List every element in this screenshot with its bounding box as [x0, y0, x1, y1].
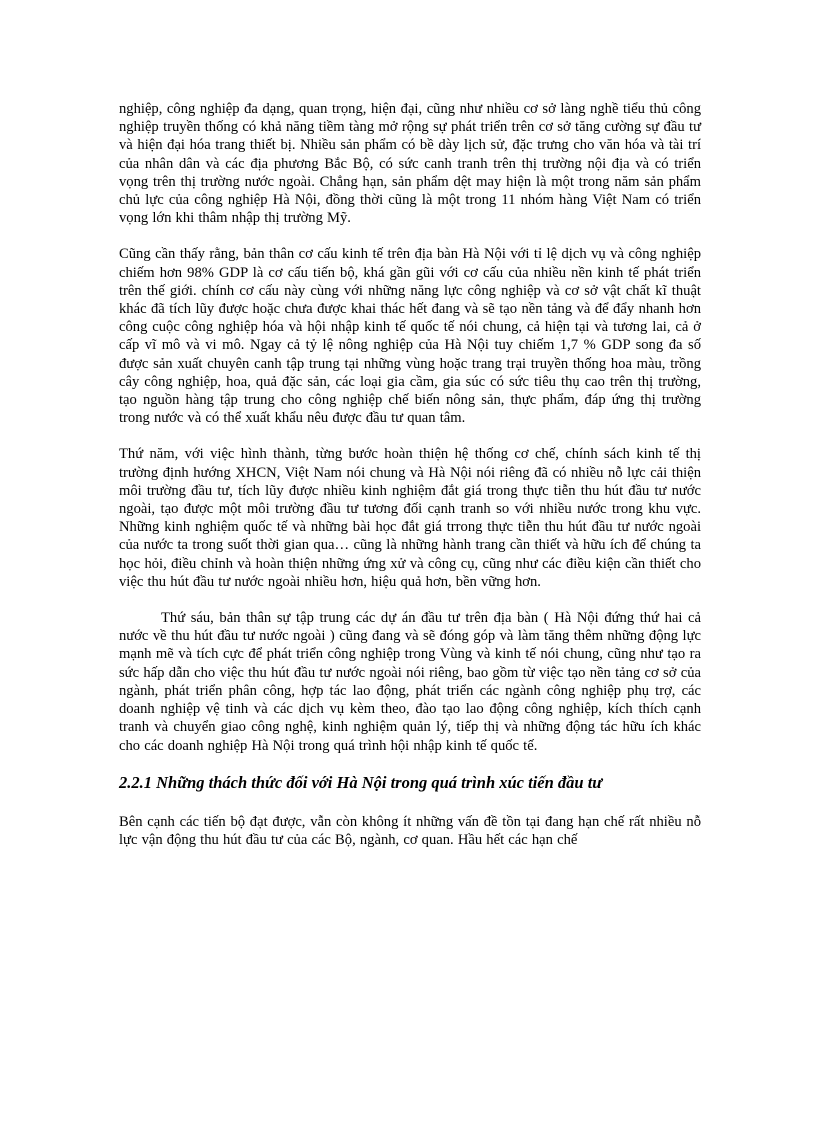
paragraph-sixth-point: Thứ sáu, bản thân sự tập trung các dự án đầu tư trên địa bàn ( Hà Nội đứng thứ hai cả nước về thu hút đầu tư nước ngoài ) cũng đang và sẽ đóng góp và làm tăng thêm những động lực mạnh mẽ và tích cực để phát triển công nghiệp trong Vùng và kinh tế nói chung, cũng như tạo ra sức hấp dẫn cho việc thu hút đầu tư nước ngoài nói riêng, bao gồm từ việc tạo nền tảng cơ sở của ngành, phát triển phân công, hợp tác lao động, phát triển các ngành công nghiệp phụ trợ, các doanh nghiệp vệ tinh và các dịch vụ kèm theo, đào tạo lao động công nghiệp, kích thích cạnh tranh và chuyển giao công nghệ, kinh nghiệm quản lý, tiếp thị và những động tác hữu ích khác cho các doanh nghiệp Hà Nội trong quá trình hội nhập kinh tế quốc tế. [119, 610, 701, 754]
paragraph-challenges: Bên cạnh các tiến bộ đạt được, vẫn còn không ít những vấn đề tồn tại đang hạn chế rất nhiều nỗ lực vận động thu hút đầu tư của các Bộ, ngành, cơ quan. Hầu hết các hạn chế [119, 813, 701, 848]
paragraph-industry-potential: nghiệp, công nghiệp đa dạng, quan trọng, hiện đại, cũng như nhiều cơ sở làng nghề tiểu thủ công nghiệp truyền thống có khả năng tiềm tàng mở rộng sự phát triển trên cơ sở tăng cường sự đầu tư và hiện đại hóa trang thiết bị. Nhiều sản phẩm có bề dày lịch sử, đặc trưng cho văn hóa và tài trí của nhân dân và các địa phương Bắc Bộ, có sức canh tranh trên thị trường nội địa và có triển vọng trên thị trường nước ngoài. Chẳng hạn, sản phẩm dệt may hiện là một trong năm sản phẩm chủ lực của công nghiệp Hà Nội, đồng thời cũng là một trong 11 nhóm hàng Việt Nam có triển vọng lớn khi thâm nhập thị trường Mỹ. [119, 101, 701, 227]
paragraph-fifth-point: Thứ năm, với việc hình thành, từng bước hoàn thiện hệ thống cơ chế, chính sách kinh tế thị trường định hướng XHCN, Việt Nam nói chung và Hà Nội nói riêng đã có nhiều nỗ lực cải thiện môi trường đầu tư, tích lũy được nhiều kinh nghiệm đắt giá trong thực tiễn thu hút đầu tư nước ngoài, tạo được một môi trường đầu tư tương đối cạnh tranh so với nhiều nước trong khu vực. Những kinh nghiệm quốc tế và những bài học đắt giá trrong thực tiễn thu hút đầu tư nước ngoài của nước ta trong suốt thời gian qua… cũng là những hành trang cần thiết và hữu ích để chúng ta học hỏi, điều chỉnh và hoàn thiện những ứng xử và công cụ, cũng như các điều kiện cần thiết cho việc thu hút đầu tư nước ngoài nhiều hơn, hiệu quả hơn, bền vững hơn. [119, 446, 701, 590]
paragraph-economic-structure: Cũng cần thấy rằng, bản thân cơ cấu kinh tế trên địa bàn Hà Nội với tỉ lệ dịch vụ và công nghiệp chiếm hơn 98% GDP là cơ cấu tiến bộ, khá gần gũi với cơ cấu của nhiều nền kinh tế phát triển trên thế giới. chính cơ cấu này cùng với những năng lực công nghiệp và cơ sở vật chất kĩ thuật khác đã tích lũy được hoặc chưa được khai thác hết đang và sẽ tạo nền tảng và để đẩy nhanh hơn công cuộc công nghiệp hóa và hội nhập kinh tế quốc tế nói chung, cả hiện tại và tương lai, cả ở cấp vĩ mô và vi mô. Ngay cả tỷ lệ nông nghiệp của Hà Nội tuy chiếm 1,7 % GDP song đa số được sản xuất chuyên canh tập trung tại những vùng hoặc trang trại truyền thống hoa màu, trồng cây công nghiệp, hoa, quả đặc sản, các loại gia cầm, gia súc có sức tiêu thụ cao trên thị trường, tạo nguồn hàng tập trung cho công nghiệp chế biến nông sản, thực phẩm, đáp ứng thị trường trong nước và có thể xuất khẩu nêu được đầu tư quan tâm. [119, 246, 701, 427]
section-heading: 2.2.1 Những thách thức đối với Hà Nội trong quá trình xúc tiến đầu tư [119, 772, 603, 792]
document-body [119, 100, 701, 867]
